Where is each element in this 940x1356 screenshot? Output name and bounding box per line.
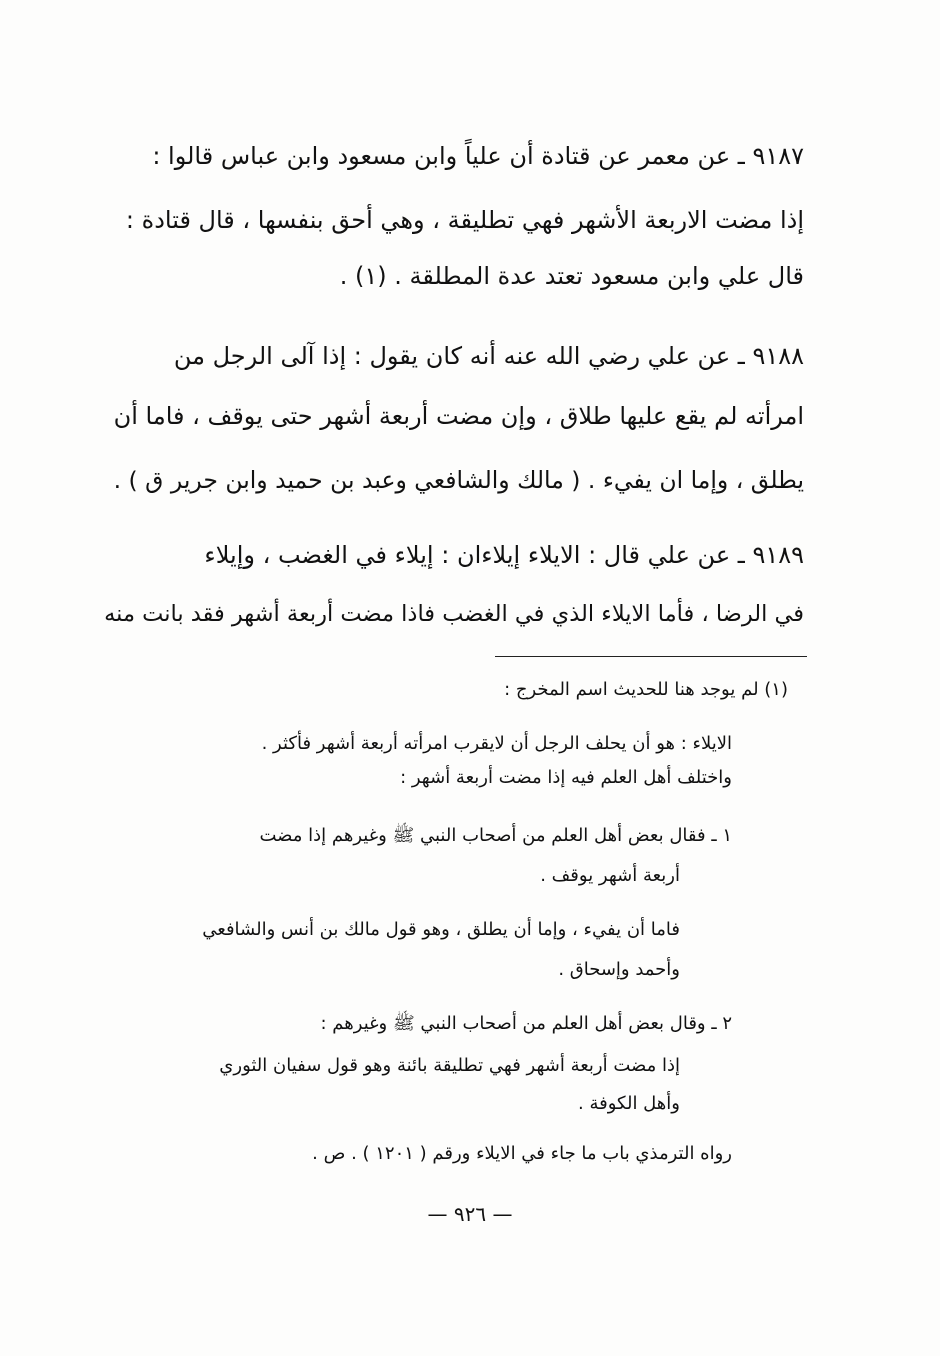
hadith-9188-line-3: يطلق ، وإما ان يفيء . ( مالك والشافعي وعبد بن حميد وابن جرير ق ) . <box>113 466 804 494</box>
hadith-9188-line-1: ٩١٨٨ ـ عن علي رضي الله عنه أنه كان يقول : إذا آلى الرجل من <box>173 342 804 370</box>
footnote-line-5: أربعة أشهر يوقف . <box>540 865 680 886</box>
footnote-line-10: وأهل الكوفة . <box>578 1093 680 1114</box>
hadith-9189-line-1: ٩١٨٩ ـ عن علي قال : الايلاء إيلاءان : إيلاء في الغضب ، وإيلاء <box>204 541 804 569</box>
hadith-9187-line-1: ٩١٨٧ ـ عن معمر عن قتادة أن علياً وابن مسعود وابن عباس قالوا : <box>152 142 804 170</box>
hadith-9189-line-2: في الرضا ، فأما الايلاء الذي في الغضب فاذا مضت أربعة أشهر فقد بانت منه <box>104 601 804 627</box>
footnote-line-11: رواه الترمذي باب ما جاء في الايلاء ورقم ( ١٢٠١ ) . ص . <box>312 1143 732 1164</box>
page-number: — ٩٢٦ — <box>427 1202 513 1226</box>
footnote-separator <box>495 656 807 657</box>
footnote-line-6: فاما أن يفيء ، وإما أن يطلق ، وهو قول مالك بن أنس والشافعي <box>202 919 680 940</box>
footnote-line-2: الايلاء : هو أن يحلف الرجل أن لايقرب امرأته أربعة أشهر فأكثر . <box>261 733 732 754</box>
footnote-line-3: واختلف أهل العلم فيه إذا مضت أربعة أشهر : <box>400 767 732 788</box>
hadith-9188-line-2: امرأته لم يقع عليها طلاق ، وإن مضت أربعة أشهر حتى يوقف ، فاما أن <box>113 402 804 430</box>
hadith-9187-line-2: إذا مضت الاربعة الأشهر فهي تطليقة ، وهي أحق بنفسها ، قال قتادة : <box>125 206 804 234</box>
footnote-line-7: وأحمد وإسحاق . <box>558 959 680 980</box>
hadith-9187-line-3: قال علي وابن مسعود تعتد عدة المطلقة . (١) . <box>339 262 804 290</box>
footnote-line-8: ٢ ـ وقال بعض أهل العلم من أصحاب النبي ﷺ وغيرهم : <box>320 1013 732 1034</box>
footnote-line-4: ١ ـ فقال بعض أهل العلم من أصحاب النبي ﷺ وغيرهم إذا مضت <box>259 825 732 846</box>
footnote-line-1: (١) لم يوجد هنا للحديث اسم المخرج : <box>504 679 788 700</box>
footnote-line-9: إذا مضت أربعة أشهر فهي تطليقة بائنة وهو قول سفيان الثوري <box>219 1055 680 1076</box>
